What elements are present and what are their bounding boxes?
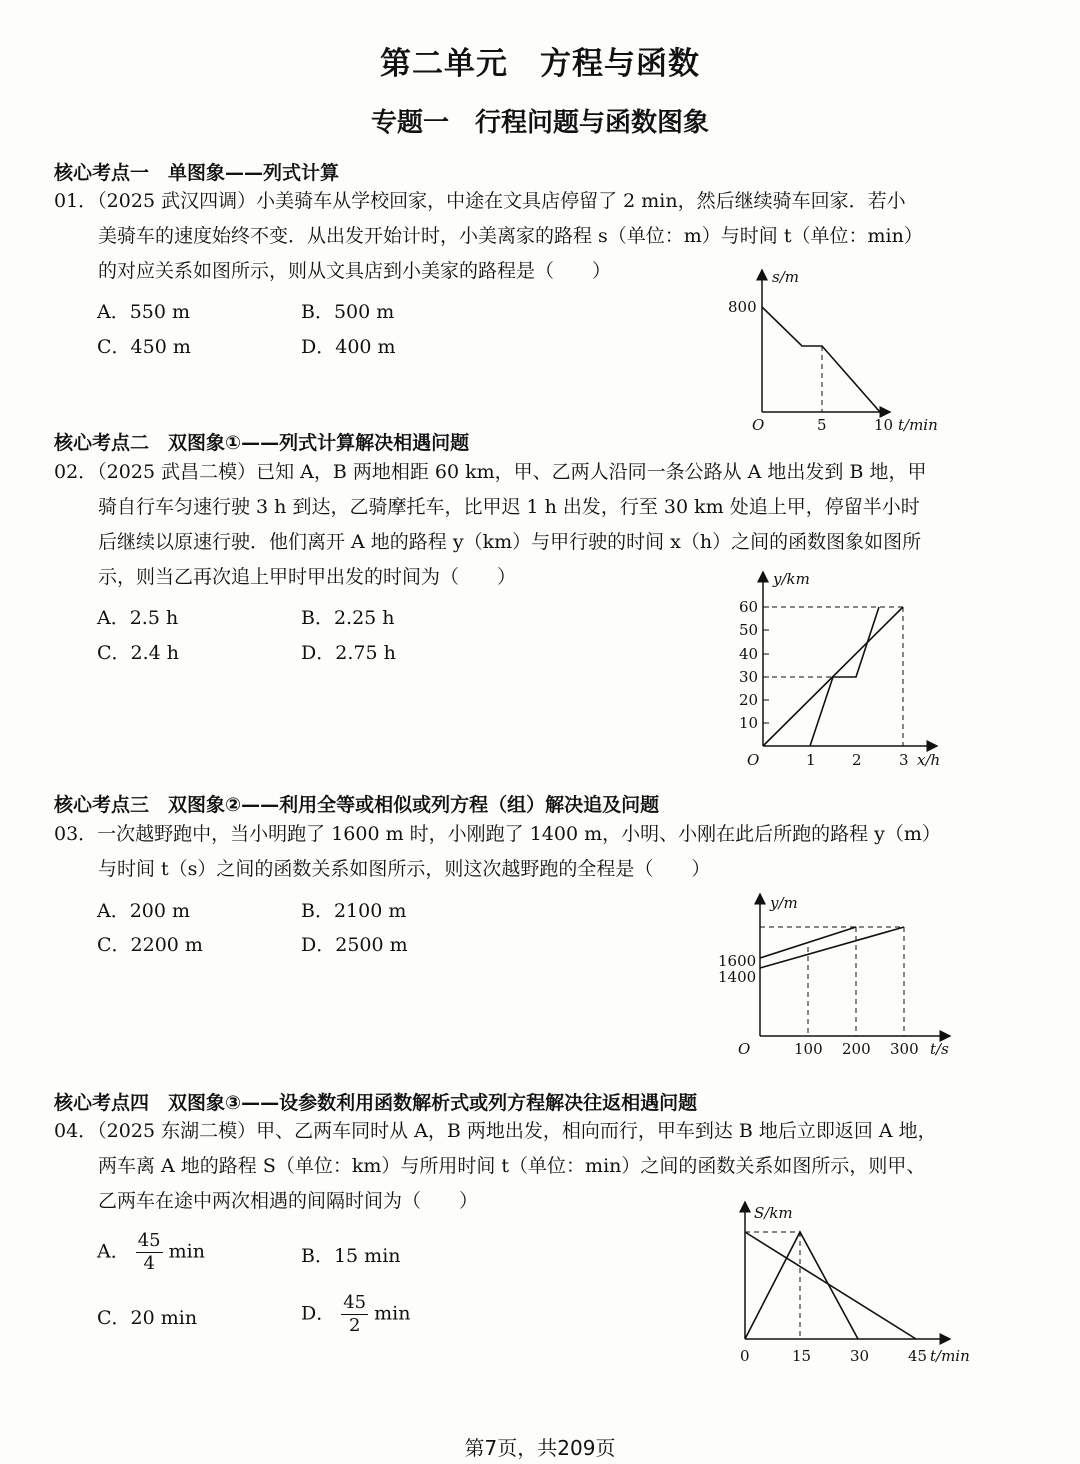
x-tick-label: 200 — [842, 1040, 871, 1058]
q3-option-b[interactable]: B．2100 m — [301, 900, 407, 922]
section-heading-4: 核心考点四 双图象③——设参数利用函数解析式或列方程解决往返相遇问题 — [54, 1092, 698, 1114]
unit: min — [168, 1240, 205, 1263]
y-axis-label: S/km — [754, 1204, 793, 1222]
car-yi-line — [745, 1232, 916, 1339]
section-heading-3: 核心考点三 双图象②——利用全等或相似或列方程（组）解决追及问题 — [54, 794, 660, 816]
x-tick-label: 10 — [874, 416, 894, 434]
x-axis-label: t/min — [898, 416, 938, 434]
x-tick-label: 100 — [794, 1040, 823, 1058]
fraction — [341, 1292, 368, 1337]
page-title: 第二单元 方程与函数 — [380, 46, 700, 82]
q1-option-d[interactable]: D．400 m — [301, 336, 396, 358]
question-3-line: 与时间 t（s）之间的函数关系如图所示，则这次越野跑的全程是（ ） — [98, 858, 711, 880]
q4-option-b[interactable]: B．15 min — [301, 1245, 401, 1267]
x-axis-label: t/s — [930, 1040, 949, 1058]
xiaogang-line — [760, 927, 856, 958]
numerator: 45 — [343, 1292, 367, 1313]
question-4-line: 两车离 A 地的路程 S（单位：km）与所用时间 t（单位：min）之间的函数关系如图所示，则甲、 — [98, 1155, 926, 1177]
option-letter: A． — [97, 1240, 130, 1263]
unit: min — [374, 1302, 411, 1325]
q3-option-d[interactable]: D．2500 m — [301, 934, 408, 956]
page-number: 第7页，共209页 — [464, 1436, 616, 1460]
q2-option-a[interactable]: A．2.5 h — [97, 607, 179, 629]
x-tick-label: 2 — [852, 751, 862, 769]
q3-option-a[interactable]: A．200 m — [97, 900, 191, 922]
x-axis-label: x/h — [917, 751, 941, 769]
question-2-line: 骑自行车匀速行驶 3 h 到达，乙骑摩托车，比甲迟 1 h 出发，行至 30 km 处追上甲，停留半小时 — [98, 496, 920, 518]
x-tick-label: 15 — [792, 1347, 812, 1365]
y-axis-label: y/m — [770, 894, 798, 912]
y-tick-label: 1400 — [718, 968, 757, 986]
question-3-line: 03．一次越野跑中，当小明跑了 1600 m 时，小刚跑了 1400 m，小明、小刚在此后所跑的路程 y（m） — [54, 823, 941, 845]
question-2-line: 示，则当乙再次追上甲时甲出发的时间为（ ） — [98, 566, 517, 588]
x-tick-label: 5 — [817, 416, 827, 434]
section-heading-1: 核心考点一 单图象——列式计算 — [54, 162, 340, 184]
origin-label: O — [747, 751, 760, 769]
option-letter: D． — [301, 1302, 336, 1325]
y-tick-label: 50 — [739, 621, 759, 639]
fraction — [136, 1230, 163, 1275]
x-tick-label: 1 — [806, 751, 816, 769]
x-axis-label: t/min — [930, 1347, 970, 1365]
q1-option-b[interactable]: B．500 m — [301, 301, 395, 323]
y-axis-label: s/m — [772, 268, 799, 286]
q1-graph — [720, 262, 960, 442]
question-1-line: 的对应关系如图所示，则从文具店到小美家的路程是（ ） — [98, 260, 612, 282]
q3-graph — [714, 886, 974, 1066]
question-1-line: 01．（2025 武汉四调）小美骑车从学校回家，中途在文具店停留了 2 min，然后继续骑车回家．若小 — [54, 190, 906, 212]
q2-option-d[interactable]: D．2.75 h — [301, 642, 396, 664]
question-2-line: 02．（2025 武昌二模）已知 A，B 两地相距 60 km，甲、乙两人沿同一条公路从 A 地出发到 B 地，甲 — [54, 461, 927, 483]
distance-line — [762, 307, 880, 412]
x-tick-label: 3 — [899, 751, 909, 769]
origin-label: O — [752, 416, 765, 434]
y-tick-label: 60 — [739, 598, 759, 616]
y-axis-label: y/km — [773, 570, 810, 588]
q1-option-c[interactable]: C．450 m — [97, 336, 191, 358]
question-4-line: 04．（2025 东湖二模）甲、乙两车同时从 A，B 两地出发，相向而行，甲车到达 B 地后立即返回 A 地， — [54, 1120, 937, 1142]
origin-label: O — [738, 1040, 751, 1058]
numerator: 45 — [137, 1230, 161, 1251]
q4-option-a[interactable] — [97, 1230, 205, 1275]
q3-option-c[interactable]: C．2200 m — [97, 934, 203, 956]
question-2-line: 后继续以原速行驶．他们离开 A 地的路程 y（km）与甲行驶的时间 x（h）之间的函数图象如图所 — [98, 531, 922, 553]
x-tick-label: 30 — [850, 1347, 870, 1365]
xiaoming-line — [760, 927, 904, 968]
q4-option-c[interactable]: C．20 min — [97, 1307, 198, 1329]
denominator: 2 — [348, 1315, 361, 1336]
q2-option-c[interactable]: C．2.4 h — [97, 642, 180, 664]
x-tick-label: 300 — [890, 1040, 919, 1058]
q2-option-b[interactable]: B．2.25 h — [301, 607, 395, 629]
y-tick-label: 20 — [739, 691, 759, 709]
section-heading-2: 核心考点二 双图象①——列式计算解决相遇问题 — [54, 432, 470, 454]
y-tick-label: 1600 — [718, 952, 757, 970]
origin-label: 0 — [740, 1347, 750, 1365]
x-tick-label: 45 — [908, 1347, 928, 1365]
car-jia-line — [745, 1232, 858, 1339]
denominator: 4 — [143, 1253, 155, 1274]
question-1-line: 美骑车的速度始终不变．从出发开始计时，小美离家的路程 s（单位：m）与时间 t（单位：min） — [98, 225, 923, 247]
q4-option-d[interactable] — [301, 1292, 410, 1337]
y-tick-label: 800 — [728, 298, 757, 316]
q2-graph — [725, 566, 965, 776]
q1-option-a[interactable]: A．550 m — [97, 301, 191, 323]
y-tick-label: 40 — [739, 645, 759, 663]
question-4-line: 乙两车在途中两次相遇的间隔时间为（ ） — [98, 1190, 479, 1212]
question-3 — [54, 817, 1004, 887]
y-tick-label: 30 — [739, 668, 759, 686]
topic-title: 专题一 行程问题与函数图象 — [370, 108, 709, 138]
q4-graph — [720, 1196, 990, 1376]
y-tick-label: 10 — [739, 714, 759, 732]
